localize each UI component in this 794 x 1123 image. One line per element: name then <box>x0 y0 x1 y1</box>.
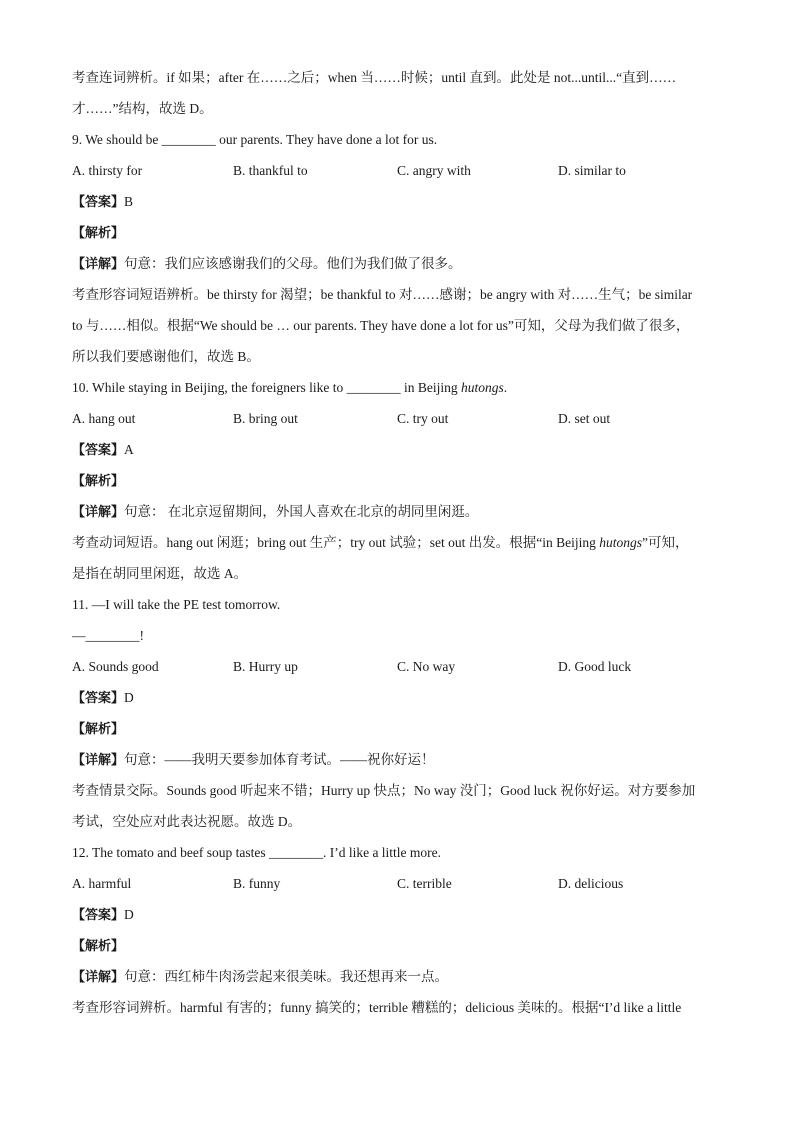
answer-option: D. set out <box>558 411 611 426</box>
answer-option: D. Good luck <box>558 659 632 674</box>
detail-label: 【详解】 <box>72 970 125 985</box>
analysis-label: 【解析】 <box>72 722 125 737</box>
answer-label: 【答案】 <box>72 908 125 923</box>
analysis-label: 【解析】 <box>72 939 125 954</box>
analysis-heading <box>72 465 722 496</box>
answer-option: A. Sounds good <box>72 659 159 674</box>
text-line: 考查连词辨析。if 如果；after 在……之后；when 当……时候；until 直到。此处是 not...until...“直到…… <box>72 70 677 85</box>
text-line: 11. —I will take the PE test tomorrow. <box>72 597 281 612</box>
answer-options <box>72 868 722 899</box>
text-line: 考查情景交际。Sounds good 听起来不错；Hurry up 快点；No way 没门；Good luck 祝你好运。对方要参加 <box>72 783 696 798</box>
italic-term: hutongs <box>599 535 642 550</box>
answer-options <box>72 651 722 682</box>
text-line: 9. We should be ________ our parents. They have done a lot for us. <box>72 132 438 147</box>
detail-label: 【详解】 <box>72 753 125 768</box>
answer-line <box>72 186 722 217</box>
answer-option: D. delicious <box>558 876 624 891</box>
document-page <box>72 62 722 1023</box>
text-line: 考查形容词短语辨析。be thirsty for 渴望；be thankful to 对……感谢；be angry with 对……生气；be similar <box>72 287 693 302</box>
detail-label: 【详解】 <box>72 505 125 520</box>
detail-text: 句意： 在北京逗留期间，外国人喜欢在北京的胡同里闲逛。 <box>124 504 479 519</box>
answer-line <box>72 682 722 713</box>
answer-value: D <box>124 690 134 705</box>
answer-line <box>72 434 722 465</box>
answer-option: B. Hurry up <box>233 659 298 674</box>
text-line: 是指在胡同里闲逛，故选 A。 <box>72 566 248 581</box>
detail-text: 句意：我们应该感谢我们的父母。他们为我们做了很多。 <box>124 256 462 271</box>
text-segment: 10. While staying in Beijing, the foreigners like to ________ in Beijing <box>72 380 461 395</box>
answer-option: B. thankful to <box>233 163 308 178</box>
text-line: 考试，空处应对此表达祝愿。故选 D。 <box>72 814 302 829</box>
answer-option: B. bring out <box>233 411 298 426</box>
answer-label: 【答案】 <box>72 691 125 706</box>
answer-value: A <box>124 442 134 457</box>
answer-value: D <box>124 907 134 922</box>
answer-options <box>72 403 722 434</box>
italic-term: hutongs <box>460 380 504 395</box>
answer-option: A. thirsty for <box>72 163 143 178</box>
text-line: —________! <box>72 628 144 643</box>
detail-line <box>72 744 722 775</box>
answer-label: 【答案】 <box>72 195 125 210</box>
answer-option: C. try out <box>397 411 449 426</box>
answer-label: 【答案】 <box>72 443 125 458</box>
text-segment: ”可知， <box>642 535 689 550</box>
detail-line <box>72 496 722 527</box>
answer-option: D. similar to <box>558 163 626 178</box>
answer-option: C. No way <box>397 659 456 674</box>
answer-options <box>72 155 722 186</box>
answer-option: A. hang out <box>72 411 136 426</box>
analysis-label: 【解析】 <box>72 226 125 241</box>
analysis-heading <box>72 713 722 744</box>
answer-option: C. terrible <box>397 876 452 891</box>
text-line: 所以我们要感谢他们，故选 B。 <box>72 349 260 364</box>
text-line <box>72 527 722 558</box>
detail-text: 句意：——我明天要参加体育考试。——祝你好运！ <box>124 752 435 767</box>
answer-option: A. harmful <box>72 876 132 891</box>
answer-option: C. angry with <box>397 163 471 178</box>
text-line: 考查形容词辨析。harmful 有害的；funny 搞笑的；terrible 糟糕的；delicious 美味的。根据“I’d like a little <box>72 1000 682 1015</box>
detail-line <box>72 961 722 992</box>
text-line: 才……”结构，故选 D。 <box>72 101 213 116</box>
text-line <box>72 372 722 403</box>
answer-option: B. funny <box>233 876 281 891</box>
detail-label: 【详解】 <box>72 257 125 272</box>
answer-line <box>72 899 722 930</box>
text-line: 12. The tomato and beef soup tastes ________. I’d like a little more. <box>72 845 442 860</box>
text-line: to 与……相似。根据“We should be … our parents. They have done a lot for us”可知，父母为我们做了很多， <box>72 318 690 333</box>
analysis-heading <box>72 217 722 248</box>
answer-value: B <box>124 194 134 209</box>
analysis-label: 【解析】 <box>72 474 125 489</box>
detail-text: 句意：西红柿牛肉汤尝起来很美味。我还想再来一点。 <box>124 969 449 984</box>
analysis-heading <box>72 930 722 961</box>
detail-line <box>72 248 722 279</box>
text-segment: . <box>503 380 508 395</box>
text-segment: 考查动词短语。hang out 闲逛；bring out 生产；try out 试验；set out 出发。根据“in Beijing <box>72 535 600 550</box>
